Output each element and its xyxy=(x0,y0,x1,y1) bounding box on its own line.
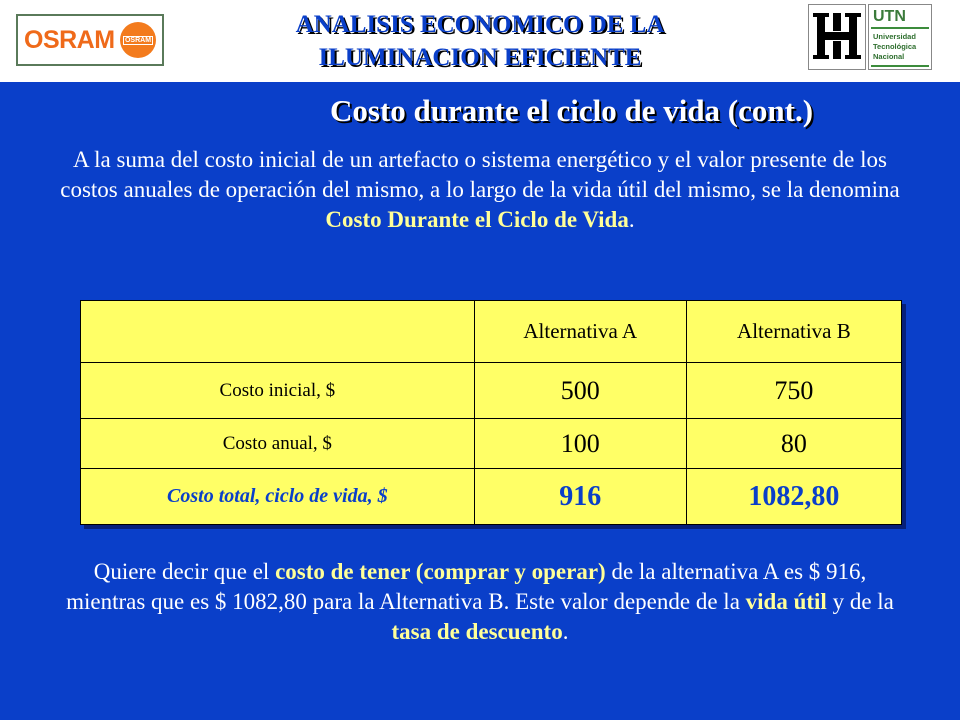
row-value-a: 500 xyxy=(474,363,686,419)
osram-bulb-icon xyxy=(120,22,156,58)
utn-logo-divider xyxy=(871,27,929,29)
conclusion-text-1: Quiere decir que el xyxy=(93,559,276,584)
intro-text-1: A la suma del costo inicial de un artefacto o sistema energético y el valor presente de los costos anuales de operación del mismo, a lo largo de la vida útil del mismo, se la denomina xyxy=(60,147,900,202)
table-header-alt-a: Alternativa A xyxy=(474,301,686,363)
slide-title: Costo durante el ciclo de vida (cont.) xyxy=(330,93,814,128)
conclusion-highlight-2: vida útil xyxy=(745,589,827,614)
intro-text-2: . xyxy=(628,207,635,232)
table-header-alt-b: Alternativa B xyxy=(686,301,901,363)
conclusion-paragraph xyxy=(60,557,900,647)
row-label: Costo anual, $ xyxy=(81,419,475,469)
conclusion-highlight-3: tasa de descuento xyxy=(391,619,563,644)
row-value-b: 80 xyxy=(686,419,901,469)
total-value-a: 916 xyxy=(474,469,686,525)
utn-logo xyxy=(868,4,932,70)
table-header-empty xyxy=(81,301,475,363)
utn-logo-title: UTN xyxy=(873,8,906,25)
conclusion-highlight-1: costo de tener (comprar y operar) xyxy=(275,559,606,584)
utn-logo-line3: Tecnológica xyxy=(873,42,917,51)
row-label: Costo inicial, $ xyxy=(81,363,475,419)
intro-highlight: Costo Durante el Ciclo de Vida xyxy=(325,207,629,232)
table-header-row xyxy=(81,301,902,363)
conclusion-text-3: y de la xyxy=(826,589,894,614)
header-title-line1: ANALISIS ECONOMICO DE LA xyxy=(295,11,665,38)
cost-table xyxy=(80,300,902,525)
conclusion-text-2: de la alternativa A es $ 916, mientras que es $ 1082,80 para la Alternativa B. Este valor depende de la xyxy=(66,559,867,614)
osram-bulb-label: OSRAM xyxy=(124,36,152,44)
total-row-label: Costo total, ciclo de vida, $ xyxy=(81,469,475,525)
table-row xyxy=(81,363,902,419)
table-row-total xyxy=(81,469,902,525)
intro-paragraph xyxy=(50,145,910,235)
utn-logo-divider-bottom xyxy=(871,65,929,67)
row-value-b: 750 xyxy=(686,363,901,419)
utn-logo-line4: Nacional xyxy=(873,52,905,61)
utn-logo-line2: Universidad xyxy=(873,32,916,41)
osram-logo xyxy=(16,14,164,66)
header-band xyxy=(0,0,960,82)
utn-emblem-icon xyxy=(808,4,866,70)
row-value-a: 100 xyxy=(474,419,686,469)
osram-logo-word: OSRAM xyxy=(24,25,115,54)
header-title-line2: ILUMINACION EFICIENTE xyxy=(318,44,642,71)
conclusion-text-4: . xyxy=(562,619,569,644)
total-value-b: 1082,80 xyxy=(686,469,901,525)
table-row xyxy=(81,419,902,469)
